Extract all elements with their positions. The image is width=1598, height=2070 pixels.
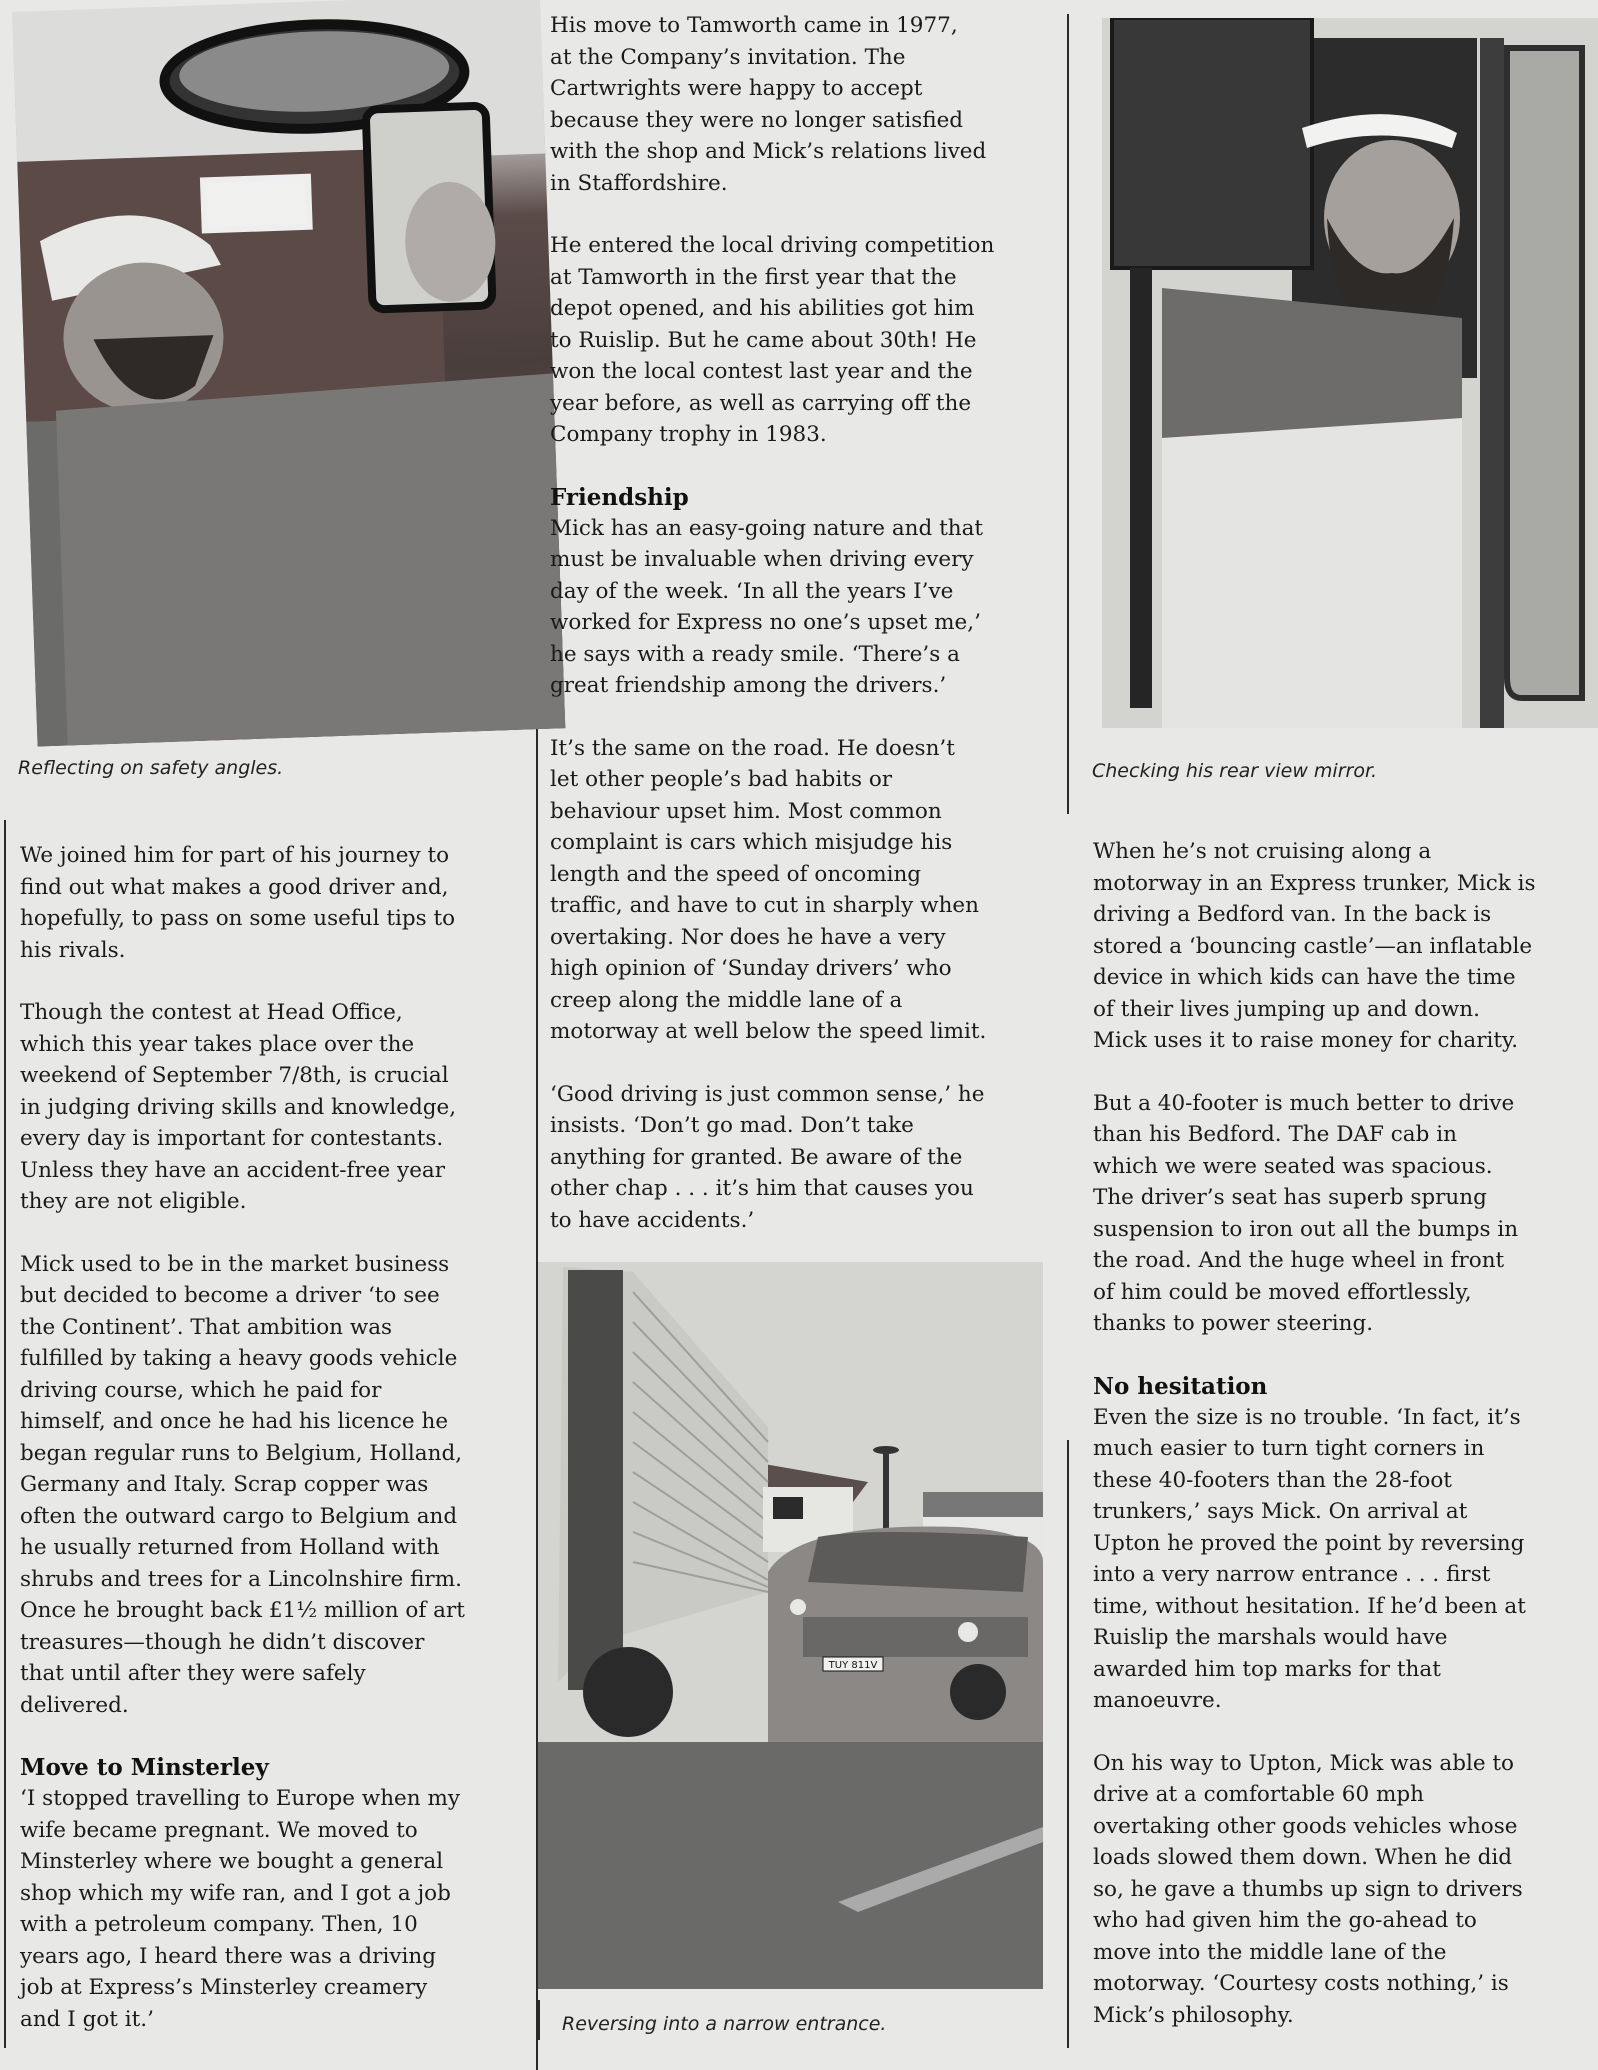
text-line: loads slowed them down. When he did [1093, 1845, 1513, 1870]
text-line: must be invaluable when driving every [550, 547, 974, 572]
text-line: Germany and Italy. Scrap copper was [20, 1472, 429, 1497]
text-line: with the shop and Mick’s relations lived [550, 139, 987, 164]
text-line: stored a ‘bouncing castle’—an inflatable [1093, 933, 1533, 959]
column-2-body [550, 10, 1060, 1267]
text-line: behaviour upset him. Most common [550, 798, 942, 824]
text-line: the Continent’. That ambition was [20, 1314, 393, 1340]
paragraph-no-hesitation [1093, 1402, 1598, 1717]
text-line: On his way to Upton, Mick was able to [1093, 1750, 1514, 1776]
column-rule-right-top [1067, 14, 1069, 814]
text-line: to have accidents.’ [550, 1207, 755, 1233]
text-line: high opinion of ‘Sunday drivers’ who [550, 956, 952, 981]
photo-caption-right: Checking his rear view mirror. [1092, 760, 1378, 782]
text-line: His move to Tamworth came in 1977, [550, 13, 958, 38]
text-line: delivered. [20, 1692, 129, 1718]
text-line: because they were no longer satisfied [550, 107, 964, 133]
text-line: creep along the middle lane of a [550, 987, 903, 1013]
text-line: Minsterley where we bought a general [20, 1849, 444, 1874]
text-line: Mick uses it to raise money for charity. [1093, 1028, 1519, 1053]
text-line: Mick used to be in the market business [20, 1251, 450, 1277]
heading-no-hesitation: No hesitation [1093, 1372, 1268, 1400]
text-line: Mick has an easy-going nature and that [550, 515, 984, 541]
text-line: fulfilled by taking a heavy goods vehicle [20, 1346, 458, 1371]
text-line: so, he gave a thumbs up sign to drivers [1093, 1876, 1523, 1902]
text-line: depot opened, and his abilities got him [550, 296, 975, 321]
text-line: driving course, which he paid for [20, 1377, 382, 1403]
text-line: who had given him the go-ahead to [1093, 1908, 1477, 1933]
text-line: he says with a ready smile. ‘There’s a [550, 641, 960, 667]
column-rule-outer-left [4, 820, 6, 2048]
text-line: shop which my wife ran, and I got a job [20, 1880, 451, 1906]
text-line: worked for Express no one’s upset me,’ [550, 610, 981, 635]
paragraph-competition [550, 230, 1060, 451]
text-line: shrubs and trees for a Lincolnshire firm. [20, 1566, 462, 1592]
text-line: weekend of September 7/8th, is crucial [20, 1063, 449, 1088]
text-line: in judging driving skills and knowledge, [20, 1094, 457, 1120]
text-line: which this year takes place over the [20, 1031, 415, 1057]
text-line: much easier to turn tight corners in [1093, 1436, 1485, 1461]
text-line: other chap . . . it’s him that causes you [550, 1176, 974, 1201]
text-line: into a very narrow entrance . . . first [1093, 1562, 1491, 1587]
text-line: every day is important for contestants. [20, 1126, 444, 1151]
photo-caption-left: Reflecting on safety angles. [18, 757, 284, 779]
photo-caption-middle: Reversing into a narrow entrance. [562, 2013, 887, 2035]
photo-truck-reversing [538, 1262, 1043, 1989]
text-line: manoeuvre. [1093, 1688, 1222, 1713]
text-line: ‘I stopped travelling to Europe when my [20, 1786, 460, 1811]
text-line: When he’s not cruising along a [1093, 839, 1432, 864]
text-line: anything for granted. Be aware of the [550, 1144, 963, 1170]
text-line: overtaking other goods vehicles whose [1093, 1813, 1518, 1839]
column-rule-caption-tick [538, 2000, 540, 2040]
paragraph-minsterley [20, 1783, 530, 2035]
text-line: motorway. ‘Courtesy costs nothing,’ is [1093, 1971, 1509, 1996]
text-line: but decided to become a driver ‘to see [20, 1283, 440, 1308]
text-line: with a petroleum company. Then, 10 [20, 1912, 418, 1937]
text-line: trunkers,’ says Mick. On arrival at [1093, 1499, 1468, 1524]
photo-illustration-mirror [12, 0, 565, 747]
text-line: He entered the local driving competition [550, 233, 995, 258]
text-line: Even the size is no trouble. ‘In fact, it’s [1093, 1404, 1521, 1430]
text-line: Though the contest at Head Office, [20, 1000, 403, 1025]
text-line: Mick’s philosophy. [1093, 2002, 1294, 2028]
text-line: often the outward cargo to Belgium and [20, 1503, 458, 1529]
text-line: began regular runs to Belgium, Holland, [20, 1440, 463, 1466]
text-line: But a 40-footer is much better to drive [1093, 1090, 1515, 1116]
text-line: won the local contest last year and the [550, 359, 973, 384]
text-line: to Ruislip. But he came about 30th! He [550, 327, 977, 353]
text-line: ‘Good driving is just common sense,’ he [550, 1081, 985, 1107]
text-line: insists. ‘Don’t go mad. Don’t take [550, 1113, 914, 1138]
text-line: Once he brought back £1½ million of art [20, 1598, 465, 1623]
text-line: driving a Bedford van. In the back is [1093, 902, 1492, 927]
heading-move-to-minsterley: Move to Minsterley [20, 1754, 269, 1781]
photo-driver-in-cab [1102, 18, 1598, 728]
paragraph-tamworth-move [550, 10, 1060, 199]
text-line: hopefully, to pass on some useful tips to [20, 906, 456, 931]
text-line: in Staffordshire. [550, 170, 728, 196]
text-line: awarded him top marks for that [1093, 1656, 1441, 1682]
text-line: year before, as well as carrying off the [550, 390, 972, 416]
paragraph-on-the-road [550, 733, 1060, 1048]
photo-illustration-cab [1102, 18, 1598, 728]
text-line: at Tamworth in the first year that the [550, 264, 957, 290]
text-line: of their lives jumping up and down. [1093, 996, 1480, 1022]
text-line: Ruislip the marshals would have [1093, 1625, 1448, 1650]
license-plate-text: TUY 811V [828, 1660, 878, 1671]
text-line: It’s the same on the road. He doesn’t [550, 735, 955, 761]
paragraph-friendship [550, 513, 1060, 702]
text-line: Upton he proved the point by reversing [1093, 1530, 1525, 1556]
column-3-body [1093, 836, 1598, 2062]
heading-friendship: Friendship [550, 483, 689, 511]
column-rule-right-bottom [1067, 1440, 1069, 2048]
paragraph-market-business [20, 1249, 530, 1722]
paragraph-contest [20, 997, 530, 1218]
text-line: traffic, and have to cut in sharply when [550, 893, 979, 918]
text-line: Cartwrights were happy to accept [550, 76, 923, 101]
text-line: his rivals. [20, 937, 126, 963]
text-line: himself, and once he had his licence he [20, 1409, 449, 1434]
text-line: wife became pregnant. We moved to [20, 1817, 418, 1843]
text-line: drive at a comfortable 60 mph [1093, 1782, 1424, 1807]
text-line: thanks to power steering. [1093, 1311, 1374, 1336]
text-line: time, without hesitation. If he’d been at [1093, 1593, 1526, 1619]
text-line: great friendship among the drivers.’ [550, 673, 947, 698]
text-line: the road. And the huge wheel in front [1093, 1248, 1505, 1273]
text-line: The driver’s seat has superb sprung [1093, 1185, 1487, 1210]
text-line: job at Express’s Minsterley creamery [20, 1975, 428, 2000]
text-line: length and the speed of oncoming [550, 861, 922, 887]
text-line: he usually returned from Holland with [20, 1535, 440, 1560]
text-line: let other people’s bad habits or [550, 767, 893, 792]
paragraph-upton [1093, 1748, 1598, 2032]
text-line: and I got it.’ [20, 2006, 154, 2032]
text-line: of him could be moved effortlessly, [1093, 1279, 1472, 1305]
text-line: motorway at well below the speed limit. [550, 1019, 987, 1044]
text-line: suspension to iron out all the bumps in [1093, 1216, 1519, 1242]
text-line: that until after they were safely [20, 1661, 366, 1686]
text-line: Unless they have an accident-free year [20, 1157, 446, 1183]
text-line: years ago, I heard there was a driving [20, 1943, 436, 1969]
text-line: at the Company’s invitation. The [550, 44, 906, 70]
paragraph-daf-cab [1093, 1088, 1598, 1340]
column-1-body [20, 840, 530, 2066]
text-line: they are not eligible. [20, 1189, 247, 1214]
photo-driver-cleaning-mirror [12, 0, 565, 747]
paragraph-intro [20, 840, 530, 966]
text-line: these 40-footers than the 28-foot [1093, 1467, 1452, 1493]
text-line: overtaking. Nor does he have a very [550, 924, 946, 950]
text-line: find out what makes a good driver and, [20, 874, 449, 900]
text-line: move into the middle lane of the [1093, 1939, 1447, 1965]
text-line: than his Bedford. The DAF cab in [1093, 1122, 1457, 1147]
photo-illustration-truck [538, 1262, 1043, 1989]
paragraph-good-driving [550, 1079, 1060, 1237]
paragraph-bedford-van [1093, 836, 1598, 1057]
text-line: treasures—though he didn’t discover [20, 1629, 425, 1655]
text-line: which we were seated was spacious. [1093, 1153, 1493, 1179]
text-line: device in which kids can have the time [1093, 965, 1516, 990]
text-line: We joined him for part of his journey to [20, 843, 450, 868]
text-line: motorway in an Express trunker, Mick is [1093, 870, 1536, 896]
text-line: Company trophy in 1983. [550, 422, 827, 447]
text-line: day of the week. ‘In all the years I’ve [550, 578, 954, 604]
text-line: complaint is cars which misjudge his [550, 830, 953, 855]
